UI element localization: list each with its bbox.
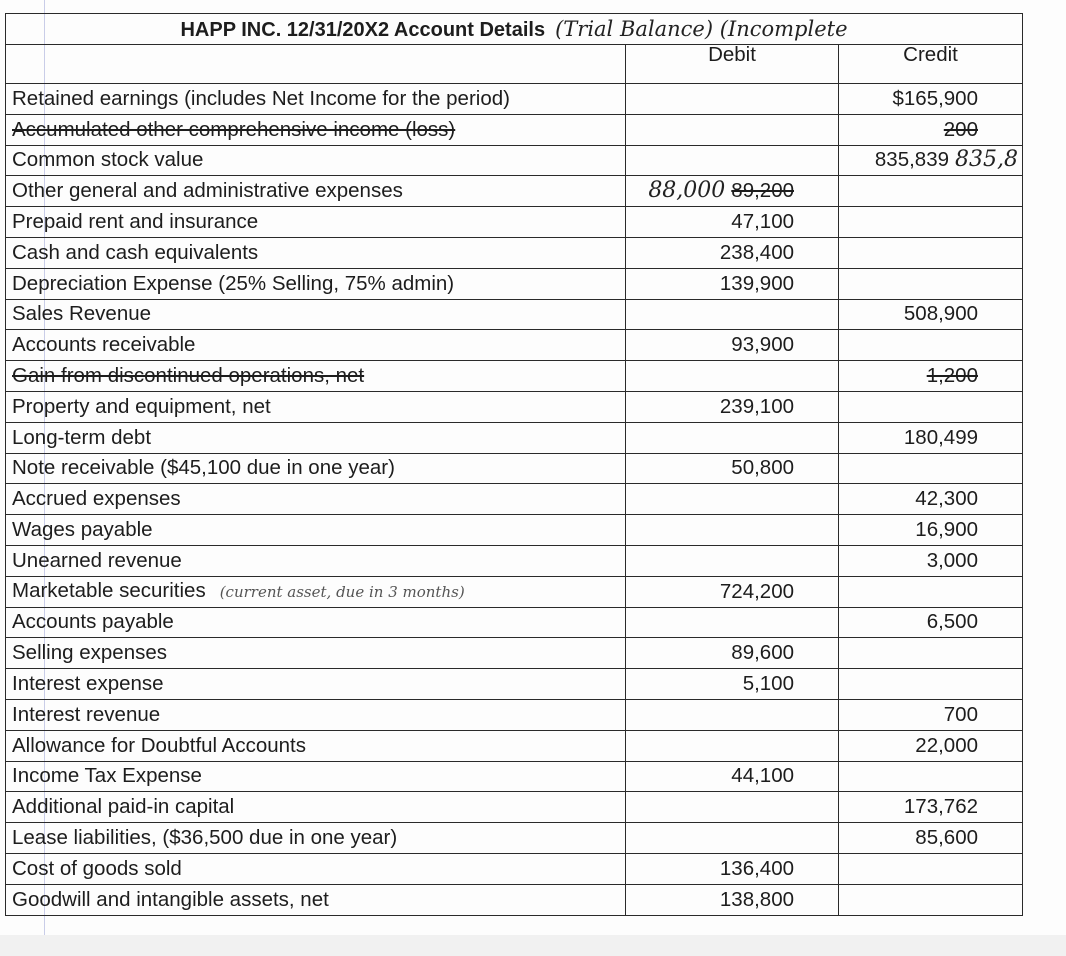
account-cell: [6, 853, 626, 884]
account-cell: [6, 761, 626, 792]
debit-value: 724,200: [719, 579, 794, 603]
account-name: Prepaid rent and insurance: [12, 210, 259, 234]
account-name: Common stock value: [12, 148, 204, 172]
account-name: Gain from discontinued operations, net: [12, 364, 365, 388]
table-row: [6, 730, 1023, 761]
table-row: [6, 607, 1023, 638]
debit-cell: [626, 884, 839, 915]
credit-cell: [839, 207, 1023, 238]
debit-value: 238,400: [719, 240, 794, 264]
debit-column-header: Debit: [626, 45, 839, 84]
debit-cell: [626, 669, 839, 700]
credit-value: 835,839: [874, 148, 950, 172]
credit-value: 42,300: [915, 487, 978, 511]
table-row: [6, 853, 1023, 884]
account-cell: [6, 638, 626, 669]
account-cell: [6, 823, 626, 854]
table-row: [6, 638, 1023, 669]
table-row: [6, 699, 1023, 730]
account-cell: [6, 422, 626, 453]
debit-value: 5,100: [742, 672, 794, 696]
credit-cell: [839, 330, 1023, 361]
credit-cell: [839, 638, 1023, 669]
account-cell: [6, 391, 626, 422]
credit-cell: [839, 792, 1023, 823]
account-cell: [6, 145, 626, 176]
table-row: [6, 884, 1023, 915]
table-row: [6, 515, 1023, 546]
account-name: Interest expense: [12, 672, 164, 696]
account-name: Interest revenue: [12, 702, 161, 726]
debit-cell: [626, 207, 839, 238]
account-name: Lease liabilities, ($36,500 due in one year): [12, 826, 398, 850]
account-cell: [6, 730, 626, 761]
credit-cell: [839, 515, 1023, 546]
debit-cell: [626, 391, 839, 422]
trial-balance-table: [5, 13, 1023, 916]
account-name: Wages payable: [12, 518, 153, 542]
account-column-header: [6, 45, 626, 84]
debit-cell: [626, 299, 839, 330]
table-row: [6, 84, 1023, 115]
account-cell: [6, 176, 626, 207]
debit-value: 139,900: [719, 271, 794, 295]
credit-cell: [839, 453, 1023, 484]
credit-value: 200: [943, 117, 978, 141]
account-cell: [6, 268, 626, 299]
debit-cell: [626, 176, 839, 207]
account-name: Retained earnings (includes Net Income for the period): [12, 86, 510, 110]
account-name: Sales Revenue: [12, 302, 152, 326]
table-row: [6, 145, 1023, 176]
credit-cell: [839, 669, 1023, 700]
account-cell: [6, 84, 626, 115]
debit-value: 239,100: [719, 394, 794, 418]
account-cell: [6, 792, 626, 823]
table-row: [6, 330, 1023, 361]
account-cell: [6, 515, 626, 546]
account-name: Accounts receivable: [12, 333, 196, 357]
credit-value: 85,600: [915, 826, 978, 850]
table-row: [6, 268, 1023, 299]
scan-bottom-band: [0, 935, 1066, 956]
account-name: Depreciation Expense (25% Selling, 75% admin): [12, 271, 455, 295]
account-cell: [6, 607, 626, 638]
credit-value: $165,900: [892, 86, 978, 110]
debit-cell: [626, 576, 839, 607]
debit-cell: [626, 484, 839, 515]
debit-cell: [626, 361, 839, 392]
credit-cell: [839, 576, 1023, 607]
debit-cell: [626, 730, 839, 761]
account-name: Accumulated other comprehensive income (loss): [12, 117, 456, 141]
debit-cell: [626, 114, 839, 145]
credit-cell: [839, 545, 1023, 576]
table-row: [6, 576, 1023, 607]
credit-value: 173,762: [903, 795, 978, 819]
account-cell: [6, 884, 626, 915]
credit-cell: [839, 145, 1023, 176]
debit-cell: [626, 545, 839, 576]
debit-cell: [626, 853, 839, 884]
debit-cell: [626, 237, 839, 268]
account-cell: [6, 207, 626, 238]
handwritten-debit-correction: 88,000: [648, 178, 726, 204]
account-cell: [6, 330, 626, 361]
credit-cell: [839, 730, 1023, 761]
account-cell: [6, 484, 626, 515]
table-row: [6, 391, 1023, 422]
credit-value: 3,000: [926, 548, 978, 572]
credit-cell: [839, 484, 1023, 515]
debit-value: 136,400: [719, 856, 794, 880]
credit-cell: [839, 176, 1023, 207]
debit-value: 50,800: [731, 456, 794, 480]
credit-cell: [839, 607, 1023, 638]
credit-cell: [839, 422, 1023, 453]
credit-cell: [839, 237, 1023, 268]
account-name: Property and equipment, net: [12, 394, 271, 418]
debit-cell: [626, 792, 839, 823]
account-name: Allowance for Doubtful Accounts: [12, 733, 306, 757]
credit-value: 180,499: [903, 425, 978, 449]
account-name: Income Tax Expense: [12, 764, 202, 788]
account-cell: [6, 361, 626, 392]
table-row: [6, 176, 1023, 207]
table-title: HAPP INC. 12/31/20X2 Account Details: [180, 18, 546, 41]
credit-cell: [839, 114, 1023, 145]
debit-value: 44,100: [731, 764, 794, 788]
debit-cell: [626, 638, 839, 669]
credit-cell: [839, 391, 1023, 422]
credit-value: 22,000: [915, 733, 978, 757]
credit-value: 16,900: [915, 518, 978, 542]
table-row: [6, 669, 1023, 700]
account-cell: [6, 669, 626, 700]
struck-debit-value: 89,200: [731, 179, 794, 203]
table-row: [6, 823, 1023, 854]
debit-value: 93,900: [731, 333, 794, 357]
handwritten-marketable-note: (current asset, due in 3 months): [219, 583, 465, 602]
table-row: [6, 453, 1023, 484]
debit-cell: [626, 145, 839, 176]
credit-cell: [839, 699, 1023, 730]
table-row: [6, 422, 1023, 453]
credit-cell: [839, 853, 1023, 884]
table-row: [6, 114, 1023, 145]
account-cell: [6, 699, 626, 730]
table-row: [6, 484, 1023, 515]
account-name: Cash and cash equivalents: [12, 240, 259, 264]
account-cell: [6, 545, 626, 576]
credit-cell: [839, 884, 1023, 915]
account-cell: [6, 576, 626, 607]
account-cell: [6, 114, 626, 145]
account-cell: [6, 237, 626, 268]
account-name: Marketable securities: [12, 579, 206, 603]
credit-cell: [839, 361, 1023, 392]
handwritten-title-note: (Trial Balance) (Incomplete: [555, 16, 848, 41]
table-row: [6, 761, 1023, 792]
account-name: Other general and administrative expenses: [12, 179, 403, 203]
credit-cell: [839, 823, 1023, 854]
table-row: [6, 361, 1023, 392]
debit-cell: [626, 330, 839, 361]
debit-value: 89,600: [731, 641, 794, 665]
credit-value: 700: [943, 702, 978, 726]
account-name: Unearned revenue: [12, 548, 182, 572]
account-name: Goodwill and intangible assets, net: [12, 887, 329, 911]
table-row: [6, 207, 1023, 238]
debit-cell: [626, 823, 839, 854]
debit-cell: [626, 268, 839, 299]
credit-value: 1,200: [926, 364, 978, 388]
table-row: [6, 545, 1023, 576]
debit-value: 138,800: [719, 887, 794, 911]
credit-cell: [839, 761, 1023, 792]
debit-cell: [626, 515, 839, 546]
credit-value: 508,900: [903, 302, 978, 326]
account-name: Accounts payable: [12, 610, 174, 634]
account-name: Cost of goods sold: [12, 856, 182, 880]
account-name: Long-term debt: [12, 425, 152, 449]
credit-cell: [839, 84, 1023, 115]
account-name: Selling expenses: [12, 641, 167, 665]
debit-cell: [626, 761, 839, 792]
credit-cell: [839, 299, 1023, 330]
table-title-cell: [6, 14, 1023, 45]
credit-value: 6,500: [926, 610, 978, 634]
credit-column-header: Credit: [839, 45, 1023, 84]
debit-cell: [626, 422, 839, 453]
account-name: Additional paid-in capital: [12, 795, 235, 819]
debit-cell: [626, 607, 839, 638]
table-row: [6, 237, 1023, 268]
account-cell: [6, 453, 626, 484]
debit-cell: [626, 699, 839, 730]
table-row: [6, 299, 1023, 330]
credit-cell: [839, 268, 1023, 299]
debit-cell: [626, 84, 839, 115]
account-name: Accrued expenses: [12, 487, 181, 511]
debit-value: 47,100: [731, 210, 794, 234]
account-cell: [6, 299, 626, 330]
debit-cell: [626, 453, 839, 484]
account-name: Note receivable ($45,100 due in one year): [12, 456, 395, 480]
handwritten-common-stock-correction: 835,8: [955, 147, 1018, 173]
table-row: [6, 792, 1023, 823]
